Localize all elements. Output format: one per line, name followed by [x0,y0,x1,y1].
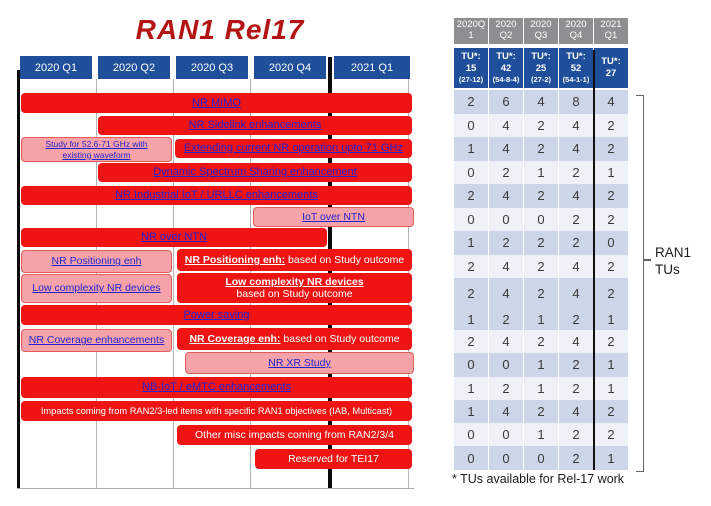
tu-header-3: TU*: 25 (27-2) [524,48,558,88]
tu-cell: 1 [454,308,488,330]
tu-table-quarter-header [454,18,628,44]
bar-nr-over-ntn-label[interactable]: NR over NTN [140,231,207,244]
bar-nr-over-ntn-line [141,231,207,244]
tu-cell: 0 [454,353,488,376]
bar-other-misc-impacts [177,425,412,445]
bar-nr-industrial-iot-urllc-label[interactable]: NR Industrial IoT / URLLC enhancements [115,189,318,202]
tu-cell: 2 [594,400,628,423]
tu-cell: 1 [594,353,628,376]
bar-low-complexity-wi-line [236,288,352,300]
tu-cell: 1 [524,353,558,376]
tu-cell: 2 [559,423,593,446]
tu-row-10 [454,308,628,330]
tu-header-5: TU*: 27 [594,48,628,88]
bar-nr-xr-study-line [268,357,330,369]
bar-ran23-led-impacts [21,401,412,421]
tu-cell: 2 [454,90,488,114]
ran1-tus-bracket-tick [643,259,651,261]
bar-iot-over-ntn-label[interactable]: IoT over NTN [302,210,365,223]
tu-cell: 0 [454,114,488,138]
tu-cell: 2 [594,255,628,279]
tu-cell: 2 [524,114,558,138]
bar-low-complexity-study [21,274,172,303]
tu-cell: 2 [454,330,488,353]
tu-row-16 [454,446,628,470]
bar-nr-sidelink [98,116,412,135]
bar-study-52-71ghz-line [22,139,171,159]
tu-cell: 2 [524,400,558,423]
tu-cell: 2 [559,208,593,232]
tu-cell: 2 [559,446,593,470]
tu-header-2: TU*: 42 (54-8-4) [489,48,523,88]
bar-nr-sidelink-line [189,119,322,132]
bar-ran23-led-impacts-label: Impacts coming from RAN2/3-led items with specific RAN1 objectives (IAB, Multicast) [40,405,393,416]
tu-cell: 4 [524,90,558,114]
quarter-header-1: 2020 Q1 [20,56,92,79]
tu-cell: 2 [454,184,488,208]
bar-nr-positioning-wi-label: based on Study outcome [285,253,405,266]
tu-cell: 2 [559,377,593,400]
bar-dynamic-spectrum-sharing [98,163,412,182]
tu-cell: 2 [594,184,628,208]
tu-cell: 1 [524,308,558,330]
tu-cell: 2 [454,255,488,279]
bar-nb-iot-emtc [21,377,412,398]
bar-reserved-tei17-line [288,453,379,465]
tu-table [454,18,628,470]
tu-cell: 0 [454,208,488,232]
bar-extending-nr-71ghz [175,139,412,158]
tu-cell: 2 [559,308,593,330]
tu-row-5 [454,184,628,208]
tu-cell: 2 [489,377,523,400]
tu-cell: 2 [594,330,628,353]
bar-study-52-71ghz-label[interactable]: Study for 52.6-71 GHz with existing waveform [45,139,148,160]
tu-cell: 0 [454,446,488,470]
bar-power-saving [21,305,412,325]
tu-cell: 2 [559,231,593,255]
bar-nr-coverage-wi-label: NR Coverage enh: [189,332,281,345]
tu-row-4 [454,161,628,185]
tu-cell: 2 [524,137,558,161]
tu-cell: 4 [489,330,523,353]
tu-row-11 [454,330,628,353]
tu-cell: 0 [524,208,558,232]
bar-low-complexity-study-label[interactable]: Low complexity NR devices [32,282,161,295]
bar-nr-sidelink-label[interactable]: NR Sidelink enhancements [188,119,322,132]
bar-nr-coverage-study-label[interactable]: NR Coverage enhancements [28,334,165,347]
bar-nr-mimo-label[interactable]: NR MIMO [192,96,241,109]
tu-cell: 0 [489,446,523,470]
bar-low-complexity-wi-label: Low complexity NR devices [225,275,364,288]
tu-quarter-header-3: 2020 Q3 [524,18,558,44]
tu-cell: 0 [489,353,523,376]
bar-ran23-led-impacts-line [41,406,392,417]
tu-cell: 4 [489,255,523,279]
tu-quarter-header-5: 2021 Q1 [594,18,628,44]
tu-cell: 2 [524,330,558,353]
tu-table-body [454,90,628,470]
tu-cell: 2 [524,231,558,255]
tu-header-1: TU*: 15 (27-12) [454,48,488,88]
tu-row-13 [454,377,628,400]
quarter-header-3: 2020 Q3 [176,56,248,79]
tu-cell: 2 [559,161,593,185]
tu-cell: 2 [489,308,523,330]
bar-reserved-tei17 [255,449,412,469]
tu-cell: 0 [524,446,558,470]
tu-cell: 1 [594,377,628,400]
bar-nb-iot-emtc-label[interactable]: NB-IoT / eMTC enhancements [142,381,291,394]
quarter-header-4: 2020 Q4 [254,56,326,79]
bar-nr-industrial-iot-urllc-line [115,189,318,202]
tu-cell: 1 [524,161,558,185]
tu-cell: 4 [489,184,523,208]
tu-cell: 2 [489,161,523,185]
tu-cell: 0 [594,231,628,255]
bar-nr-positioning-wi-label: NR Positioning enh: [184,253,286,266]
bar-extending-nr-71ghz-label[interactable]: Extending current NR operation upto 71 GHz [184,142,403,155]
tu-row-14 [454,400,628,423]
bar-iot-over-ntn-line [302,211,365,223]
bar-nr-coverage-wi-line [189,333,399,345]
tu-cell: 1 [524,423,558,446]
bar-nr-coverage-wi [177,328,412,350]
tu-cell: 4 [489,400,523,423]
tu-row-12 [454,353,628,376]
tu-cell: 2 [594,208,628,232]
bar-dynamic-spectrum-sharing-line [153,166,357,179]
tu-row-6 [454,208,628,232]
tu-cell: 2 [594,137,628,161]
bar-nr-industrial-iot-urllc [21,186,412,205]
bar-nr-mimo-line [192,97,241,110]
bar-reserved-tei17-label: Reserved for TEI17 [288,452,379,465]
tu-cell: 2 [524,278,558,308]
tu-cell: 4 [559,278,593,308]
tu-row-9 [454,278,628,308]
tu-cell: 6 [489,90,523,114]
bar-iot-over-ntn [253,207,414,227]
tu-header-4: TU*: 52 (54-1-1) [559,48,593,88]
tu-row-7 [454,231,628,255]
timeline-left-axis [17,70,20,489]
tu-cell: 4 [594,90,628,114]
tu-cell: 2 [594,423,628,446]
tu-cell: 1 [454,231,488,255]
bar-power-saving-label[interactable]: Power saving [183,308,250,321]
tu-cell: 2 [524,184,558,208]
tu-cell: 0 [454,161,488,185]
bar-nr-coverage-study-line [29,334,164,346]
bar-low-complexity-wi-line [225,276,363,288]
bar-nr-xr-study-label[interactable]: NR XR Study [268,356,331,369]
bar-nr-positioning-study-line [52,255,142,267]
bar-nr-coverage-study [21,329,172,352]
bar-other-misc-impacts-label: Other misc impacts coming from RAN2/3/4 [195,428,394,441]
tu-cell: 2 [524,255,558,279]
tu-cell: 2 [489,231,523,255]
bar-nr-positioning-wi [177,249,412,271]
tu-cell: 1 [594,446,628,470]
tu-cell: 8 [559,90,593,114]
timeline-baseline [17,488,414,489]
tu-cell: 0 [489,423,523,446]
tu-cell: 1 [454,400,488,423]
tu-row-8 [454,255,628,279]
bar-nr-positioning-study-label[interactable]: NR Positioning enh [51,255,142,268]
tu-cell: 4 [489,278,523,308]
tu-cell: 1 [454,137,488,161]
tu-cell: 0 [454,423,488,446]
tu-cell: 4 [559,137,593,161]
tu-cell: 0 [489,208,523,232]
bar-extending-nr-71ghz-line [184,142,403,155]
tu-cell: 2 [594,114,628,138]
bar-low-complexity-study-line [32,282,160,294]
tu-cell: 4 [489,137,523,161]
bar-nr-positioning-study [21,250,172,273]
tu-cell: 1 [454,377,488,400]
tu-quarter-header-4: 2020 Q4 [559,18,593,44]
ran1-tus-label: RAN1 TUs [655,245,692,277]
gridline-q3 [173,79,174,489]
bar-study-52-71ghz [21,137,172,162]
bar-nr-xr-study [185,352,414,374]
tu-row-2 [454,114,628,138]
bar-low-complexity-wi-label: based on Study outcome [236,288,353,300]
tu-quarter-header-2: 2020 Q2 [489,18,523,44]
bar-nr-positioning-wi-line [185,254,404,266]
tu-quarter-header-1: 2020Q 1 [454,18,488,44]
page-title: RAN1 Rel17 [135,14,305,45]
tu-row-1 [454,90,628,114]
ran1-tus-bracket [636,95,644,472]
tu-cell: 4 [489,114,523,138]
bar-nb-iot-emtc-line [142,381,291,394]
quarter-header-5: 2021 Q1 [334,56,410,79]
tu-cell: 2 [454,278,488,308]
bar-low-complexity-wi [177,273,412,303]
tu-cell: 1 [524,377,558,400]
bar-dynamic-spectrum-sharing-label[interactable]: Dynamic Spectrum Sharing enhancement [153,166,357,179]
tu-row-15 [454,423,628,446]
tu-cell: 4 [559,330,593,353]
tu-cell: 1 [594,161,628,185]
bar-nr-over-ntn [21,228,327,247]
tu-cell: 1 [594,308,628,330]
bar-other-misc-impacts-line [195,429,394,441]
quarter-header-2: 2020 Q2 [98,56,170,79]
bar-nr-coverage-wi-label: based on Study outcome [280,332,400,345]
tu-table-year-divider [593,50,595,470]
tu-cell: 2 [594,278,628,308]
tu-cell: 4 [559,255,593,279]
bar-power-saving-line [183,309,249,322]
footnote: * TUs available for Rel-17 work [452,472,625,486]
bar-nr-mimo [21,93,412,113]
tu-cell: 4 [559,114,593,138]
tu-cell: 4 [559,184,593,208]
tu-cell: 2 [559,353,593,376]
tu-table-tu-header [454,48,628,88]
tu-cell: 4 [559,400,593,423]
tu-row-3 [454,137,628,161]
